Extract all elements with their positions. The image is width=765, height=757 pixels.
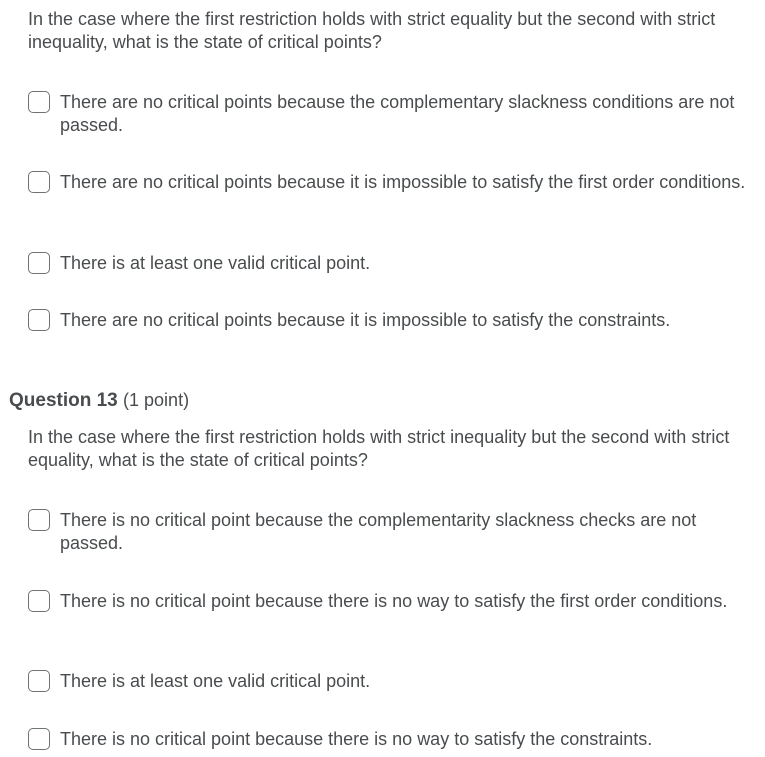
q12-option-2[interactable]	[28, 171, 758, 194]
question-13-prompt: In the case where the first restriction holds with strict inequality but the second with strict equality, what is the state of critical points?	[28, 427, 730, 470]
q13-option-4-checkbox[interactable]	[28, 728, 50, 750]
q12-option-4-label: There are no critical points because it is impossible to satisfy the constraints.	[60, 310, 671, 330]
q12-option-1-label: There are no critical points because the complementary slackness conditions are not passed.	[60, 92, 735, 135]
q13-option-2-label: There is no critical point because there is no way to satisfy the first order conditions.	[60, 591, 728, 611]
q13-option-2[interactable]	[28, 590, 758, 613]
q12-option-4-checkbox[interactable]	[28, 309, 50, 331]
q12-option-3[interactable]	[28, 252, 758, 275]
q13-option-4[interactable]	[28, 728, 758, 751]
question-13-title: Question 13	[9, 390, 118, 411]
q12-option-1[interactable]	[28, 91, 758, 137]
q12-option-3-checkbox[interactable]	[28, 252, 50, 274]
q12-option-4[interactable]	[28, 309, 758, 332]
q13-option-3-label: There is at least one valid critical point.	[60, 671, 371, 691]
q12-option-3-label: There is at least one valid critical point.	[60, 253, 371, 273]
q13-option-1-checkbox[interactable]	[28, 509, 50, 531]
q12-option-1-checkbox[interactable]	[28, 91, 50, 113]
q13-option-3-checkbox[interactable]	[28, 670, 50, 692]
question-13-header	[9, 388, 189, 413]
q13-option-3[interactable]	[28, 670, 758, 693]
q12-option-2-checkbox[interactable]	[28, 171, 50, 193]
q12-option-2-label: There are no critical points because it is impossible to satisfy the first order conditions.	[60, 172, 746, 192]
q13-option-2-checkbox[interactable]	[28, 590, 50, 612]
question-12-prompt: In the case where the first restriction holds with strict equality but the second with strict inequality, what is the state of critical points?	[28, 9, 716, 52]
q13-option-4-label: There is no critical point because there is no way to satisfy the constraints.	[60, 729, 653, 749]
question-13-points: (1 point)	[123, 390, 190, 410]
q13-option-1[interactable]	[28, 509, 758, 555]
q13-option-1-label: There is no critical point because the complementarity slackness checks are not passed.	[60, 510, 697, 553]
